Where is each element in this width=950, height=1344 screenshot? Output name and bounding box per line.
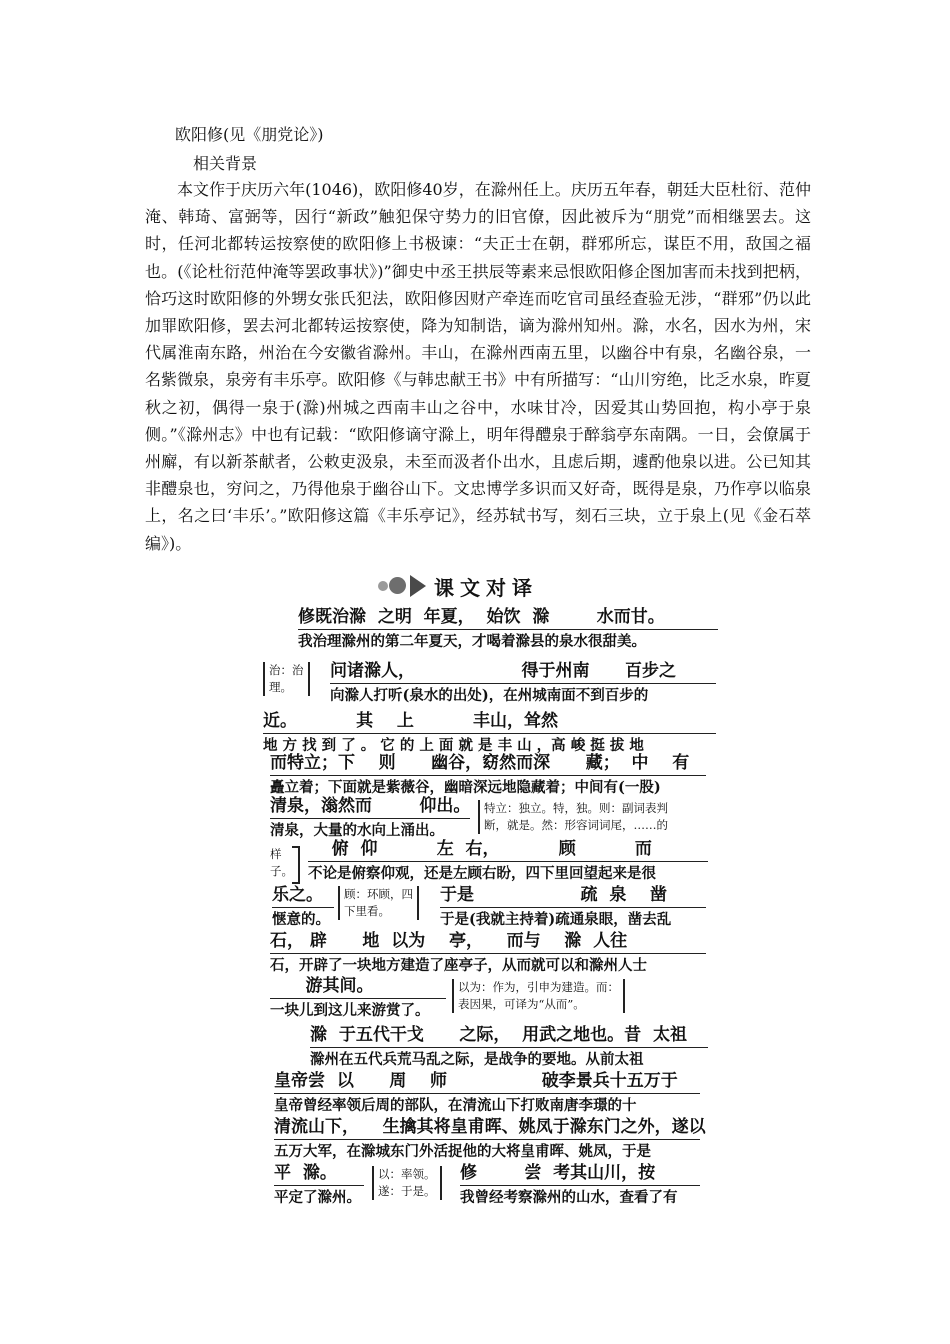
original-line: 修既治滁 之明 年夏， 始饮 滁 水而甘。 [298,606,718,630]
annotation-note: 以为：作为，引申为建造。而： 表因果，可译为“从而”。 [452,979,625,1013]
translation-line: 不论是俯察仰观，还是左顾右盼，四下里回望起来是很 [308,865,656,882]
original-line: 而特立；下 则 幽谷，窈然而深 藏； 中 有 [270,752,706,776]
annotation-note: 样 子。 [270,847,293,878]
annotation-note: 顾：环顾，四 下里看。 [338,886,419,920]
original-line: 于是 疏 泉 凿 [440,884,706,908]
translation-line: 惬意的。 [272,911,330,928]
annotation-note: 特立：独立。特，独。则：副词表判 断，就是。然：形容词词尾，……的 [478,800,672,834]
translation-line: 滁州在五代兵荒马乱之际，是战争的要地。从前太祖 [310,1051,644,1068]
original-line: 石， 辟 地 以为 亭， 而与 滁 人往 [270,930,706,954]
annotation-note: 以：率领。 遂：于是。 [372,1166,442,1200]
original-line: 修 尝 考其山川，按 [460,1162,700,1186]
translation-line: 五万大军，在滁城东门外活捉他的大将皇甫晖、姚凤，于是 [274,1143,651,1160]
translation-line: 向滁人打听(泉水的出处)，在州城南面不到百步的 [330,687,649,704]
translation-line: 一块儿到这儿来游赏了。 [270,1002,430,1019]
original-line: 俯 仰 左 右， 顾 而 [308,838,708,862]
translation-line: 石，开辟了一块地方建造了座亭子，从而就可以和滁州人士 [270,957,647,974]
section-title: 相关背景 [193,154,258,173]
original-line: 清泉，滃然而 仰出。 [270,795,470,819]
translation-line: 清泉，大量的水向上涌出。 [270,822,444,839]
original-line: 乐之。 [272,884,334,908]
original-line: 滁 于五代干戈 之际， 用武之地也。昔 太祖 [310,1024,708,1048]
original-line: 问诸滁人， 得于州南 百步之 [330,660,716,684]
annotation-note: 治：治 理。 [263,662,310,696]
translation-line: 我治理滁州的第二年夏天，才喝着滁县的泉水很甜美。 [298,633,646,650]
translation-line: 皇帝曾经率领后周的部队，在清流山下打败南唐李璟的十 [274,1097,637,1114]
translation-line: 地 方 找 到 了 。 它 的 上 面 就 是 丰 山 ，高 峻 挺 拔 地 [263,737,644,754]
translation-line: 于是(我就主持着)疏通泉眼，凿去乱 [440,911,672,928]
translation-line: 矗立着；下面就是紫薇谷，幽暗深远地隐藏着；中间有(一股) [270,779,661,796]
translation-line: 我曾经考察滁州的山水，查看了有 [460,1189,678,1206]
original-line: 平 滁。 [274,1162,364,1186]
original-line: 皇帝尝 以 周 师 破李景兵十五万于 [274,1070,700,1094]
author-line: 欧阳修(见《朋党论》) [175,125,324,144]
background-paragraph: 本文作于庆历六年(1046)，欧阳修40岁，在滁州任上。庆历五年春，朝廷大臣杜衍、范仲淹、韩琦、富弼等，因行“新政”触犯保守势力的旧官僚，因此被斥为“朋党”而相继罢去。这时，任河北都转运按察使的欧阳修上书极谏：“夫正士在朝，群邪所忘，谋臣不用，敌国之福也。(《论杜衍范仲淹等罢政事状》)”御史中丞王拱辰等素来忌恨欧阳修企图加害而未找到把柄，恰巧这时欧阳修的外甥女张氏犯法，欧阳修因财产牵连而吃官司虽经查验无涉，“群邪”仍以此加罪欧阳修，罢去河北都转运按察使，降为知制诰，谪为滁州知州。滁，水名，因水为州，宋代属淮南东路，州治在今安徽省滁州。丰山，在滁州西南五里，以幽谷中有泉，名幽谷泉，一名紫微泉，泉旁有丰乐亭。欧阳修《与韩忠献王书》中有所描写：“山川穷绝，比乏水泉，昨夏秋之初，偶得一泉于(滁)州城之西南丰山之谷中，水味甘冷，因爱其山势回抱，构小亭于泉侧。”《滁州志》中也有记载：“欧阳修谪守滁上，明年得醴泉于醉翁亭东南隅。一日，会僚属于州廨，有以新茶献者，公敕吏汲泉，未至而汲者仆出水，且虑后期，遽酌他泉以进。公已知其非醴泉也，穷问之，乃得他泉于幽谷山下。文忠博学多识而又好奇，既得是泉，乃作亭以临泉上，名之曰‘丰乐’。”欧阳修这篇《丰乐亭记》，经苏轼书写，刻石三块，立于泉上(见《金石萃编》)。 [145,180,811,553]
translation-line: 平定了滁州。 [274,1189,361,1206]
banner-title: 课文对译 [434,576,538,600]
original-line: 近。 其 上 丰山，耸然 [263,710,716,734]
original-line: 清流山下， 生擒其将皇甫晖、姚凤于滁东门之外，遂以 [274,1116,700,1140]
bracket-icon [292,846,300,884]
original-line: 游其间。 [270,975,446,999]
